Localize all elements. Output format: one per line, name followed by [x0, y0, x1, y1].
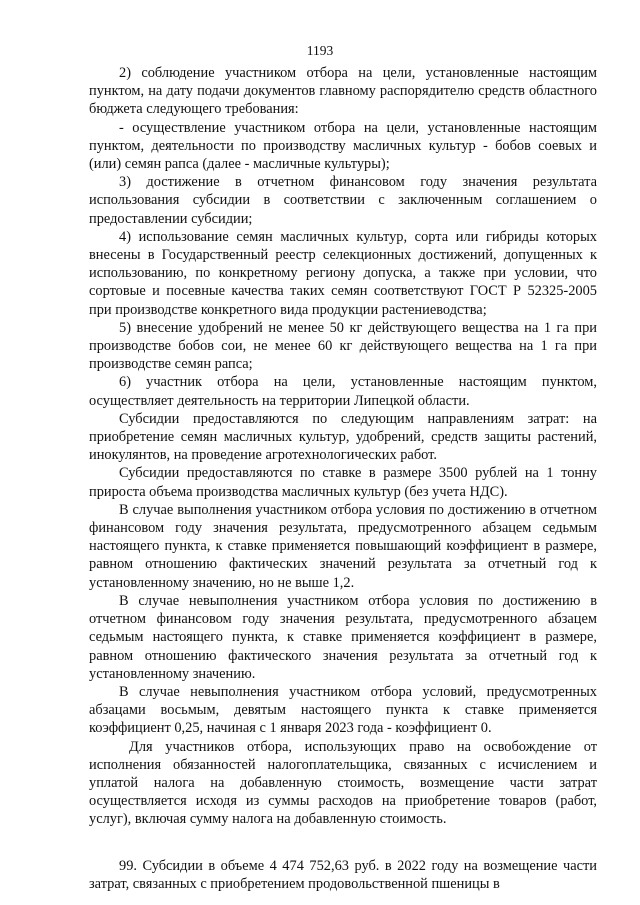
paragraph-condition-2-requirement: - осуществление участником отбора на цели, установленные настоящим пунктом, деятельности по производству масличных культур - бобов соевых и (или) семян рапса (далее - масличные культуры);	[89, 119, 597, 173]
paragraph-condition-5: 5) внесение удобрений не менее 50 кг действующего вещества на 1 га при производстве бобов сои, не менее 60 кг действующего вещества на 1 га при производстве семян рапса;	[89, 319, 597, 373]
page-number: 1193	[306, 43, 334, 58]
paragraph-coefficient-nonfulfillment: В случае невыполнения участником отбора условия по достижению в отчетном финансовом году значения результата, предусмотренного абзацем седьмым настоящего пункта, к ставке применяется коэффициент в размере, равном отношению фактического значения результата за отчетный год к установленному значению.	[89, 592, 597, 682]
paragraph-vat-exemption: Для участников отбора, использующих право на освобождение от исполнения обязанностей налогоплательщика, связанных с исчислением и уплатой налога на добавленную стоимость, возмещение части затрат осуществляется исходя из суммы расходов на приобретение товаров (работ, услуг), включая сумму налога на добавленную стоимость.	[89, 738, 597, 828]
document-body	[89, 64, 597, 893]
paragraph-condition-3: 3) достижение в отчетном финансовом году значения результата использования субсидии в соответствии с заключенным соглашением о предоставлении субсидии;	[89, 174, 597, 227]
paragraph-subsidy-rate: Субсидии предоставляются по ставке в размере 3500 рублей на 1 тонну прироста объема производства масличных культур (без учета НДС).	[89, 465, 597, 500]
paragraph-cost-directions: Субсидии предоставляются по следующим направлениям затрат: на приобретение семян масличных культур, удобрений, средств защиты растений, инокулянтов, на проведение агротехнологических работ.	[89, 410, 597, 464]
paragraph-item-99: 99. Субсидии в объеме 4 474 752,63 руб. в 2022 году на возмещение части затрат, связанных с приобретением продовольственной пшеницы в	[89, 857, 597, 892]
paragraph-condition-2: 2) соблюдение участником отбора на цели, установленные настоящим пунктом, на дату подачи документов главному распорядителю средств областного бюджета следующего требования:	[89, 65, 597, 118]
paragraph-coefficient-025: В случае невыполнения участником отбора условий, предусмотренных абзацами восьмым, девятым настоящего пункта к ставке применяется коэффициент 0,25, начиная с 1 января 2023 года - коэффициент 0.	[89, 683, 597, 737]
paragraph-increasing-coefficient: В случае выполнения участником отбора условия по достижению в отчетном финансовом году значения результата, предусмотренного абзацем седьмым настоящего пункта, к ставке применяется повышающий коэффициент в размере, равном отношению фактических значений результата за отчетный год к установленному значению, но не выше 1,2.	[89, 501, 597, 591]
paragraph-condition-6: 6) участник отбора на цели, установленные настоящим пунктом, осуществляет деятельность на территории Липецкой области.	[89, 374, 597, 409]
paragraph-condition-4: 4) использование семян масличных культур, сорта или гибриды которых внесены в Государственный реестр селекционных достижений, допущенных к использованию, по конкретному региону допуска, а также при условии, что сортовые и посевные качества таких семян соответствуют ГОСТ Р 52325-2005 при производстве конкретного вида продукции растениеводства;	[89, 228, 597, 318]
